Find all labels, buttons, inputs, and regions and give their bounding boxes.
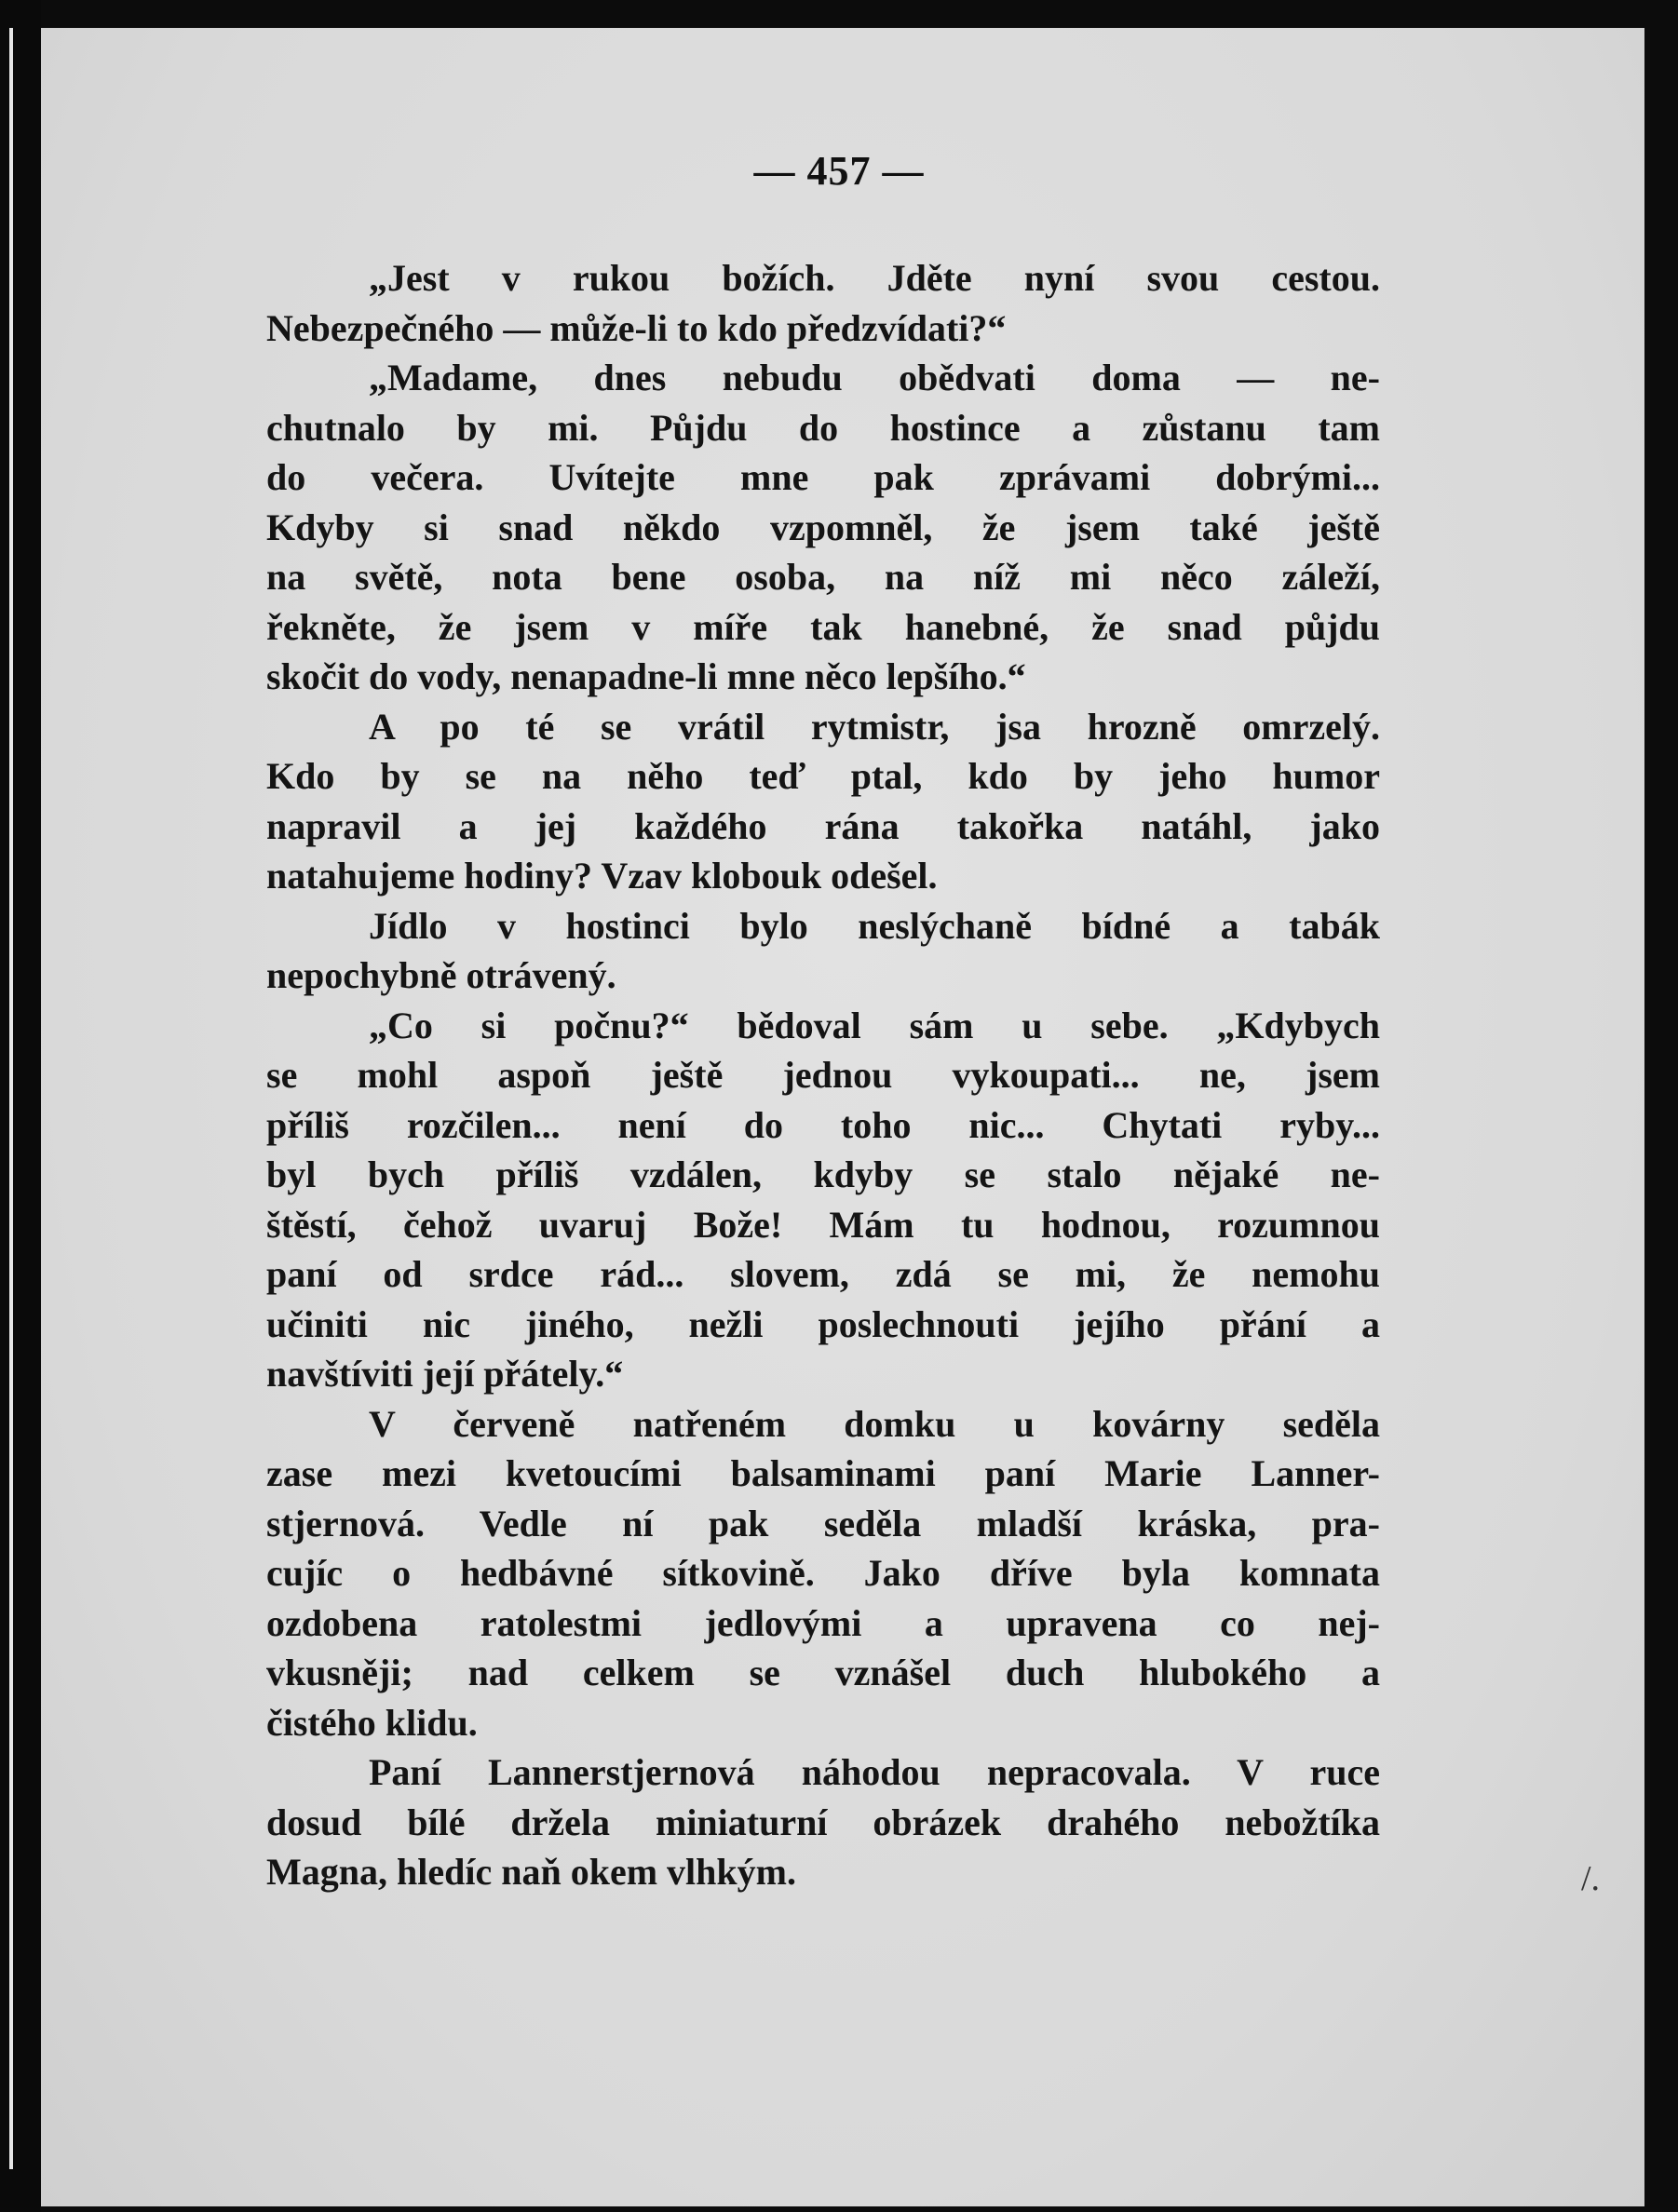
text-line: do večera. Uvítejte mne pak zprávami dobrými...: [266, 456, 1380, 498]
text-line: na světě, nota bene osoba, na níž mi něco záleží,: [266, 556, 1380, 598]
text-line: „Jest v rukou božích. Jděte nyní svou cestou.: [369, 257, 1380, 299]
header-dash-right: —: [882, 148, 925, 194]
body-text: [266, 253, 1380, 1897]
scan-dark-edge: [0, 0, 41, 2212]
text-line: skočit do vody, nenapadne-li mne něco lepšího.“: [266, 655, 1026, 697]
text-line: stjernová. Vedle ní pak seděla mladší kráska, pra-: [266, 1502, 1380, 1544]
page-header: [0, 147, 1678, 195]
text-line: se mohl aspoň ještě jednou vykoupati... ne, jsem: [266, 1054, 1380, 1096]
text-line: zase mezi kvetoucími balsaminami paní Marie Lanner-: [266, 1452, 1380, 1494]
text-line: Kdyby si snad někdo vzpomněl, že jsem také ještě: [266, 506, 1380, 548]
text-line: natahujeme hodiny? Vzav klobouk odešel.: [266, 855, 938, 897]
text-line: vkusněji; nad celkem se vznášel duch hlubokého a: [266, 1652, 1380, 1693]
text-line: cujíc o hedbávné sítkovině. Jako dříve byla komnata: [266, 1552, 1380, 1594]
text-line: V červeně natřeném domku u kovárny seděla: [369, 1402, 1380, 1445]
text-line: byl bych příliš vzdálen, kdyby se stalo nějaké ne-: [266, 1153, 1380, 1195]
text-line: Jídlo v hostinci bylo neslýchaně bídné a tabák: [369, 904, 1380, 947]
text-line: A po té se vrátil rytmistr, jsa hrozně omrzelý.: [369, 705, 1380, 748]
text-line: „Madame, dnes nebudu obědvati doma — ne-: [369, 357, 1380, 398]
text-line: ozdobena ratolestmi jedlovými a upravena co nej-: [266, 1601, 1380, 1644]
text-line: paní od srdce rád... slovem, zdá se mi, že nemohu: [266, 1253, 1380, 1295]
text-line: Kdo by se na něho teď ptal, kdo by jeho humor: [266, 755, 1380, 797]
text-line: navštíviti její přátely.“: [266, 1353, 624, 1395]
binding-strip: [9, 28, 13, 2169]
text-line: nepochybně otrávený.: [266, 954, 616, 996]
text-line: Magna, hledíc naň okem vlhkým.: [266, 1851, 796, 1893]
text-line: štěstí, čehož uvaruj Bože! Mám tu hodnou, rozumnou: [266, 1203, 1380, 1246]
text-line: Nebezpečného — může-li to kdo předzvídati?“: [266, 306, 1007, 349]
text-line: příliš rozčilen... není do toho nic... Chytati ryby...: [266, 1103, 1380, 1146]
text-line: dosud bílé držela miniaturní obrázek drahého nebožtíka: [266, 1801, 1380, 1843]
text-line: Paní Lannerstjernová náhodou nepracovala. V ruce: [369, 1751, 1380, 1793]
page-number: 457: [806, 148, 872, 194]
text-line: „Co si počnu?“ bědoval sám u sebe. „Kdybych: [369, 1004, 1380, 1046]
text-line: chutnalo by mi. Půjdu do hostince a zůstanu tam: [266, 406, 1380, 449]
header-dash-left: —: [753, 148, 796, 194]
text-line: učiniti nic jiného, nežli poslechnouti jejího přání a: [266, 1302, 1380, 1345]
stray-mark: /.: [1581, 1859, 1601, 1898]
text-line: řekněte, že jsem v míře tak hanebné, že snad půjdu: [266, 605, 1380, 648]
text-line: čistého klidu.: [266, 1701, 478, 1744]
text-line: napravil a jej každého rána takořka natáhl, jako: [266, 804, 1380, 847]
